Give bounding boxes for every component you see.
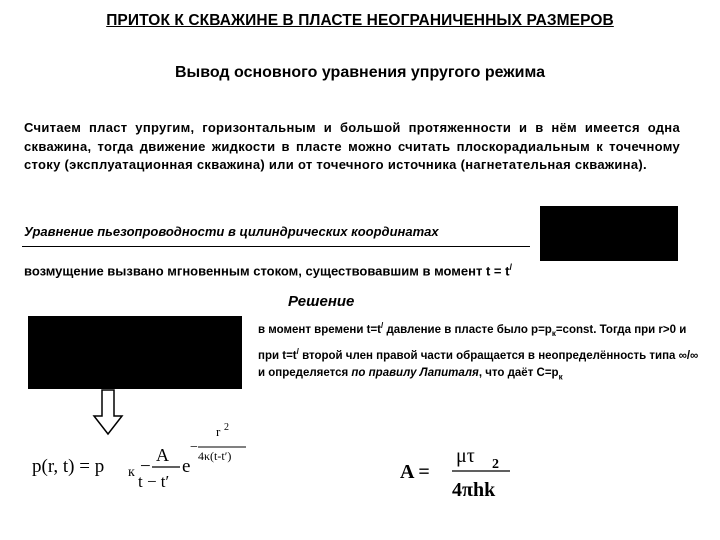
page-title: ПРИТОК К СКВАЖИНЕ В ПЛАСТЕ НЕОГРАНИЧЕННЫХ РАЗМЕРОВ: [106, 12, 614, 29]
solution-image-placeholder: [28, 316, 242, 389]
formula-lhs-sub: к: [128, 465, 135, 480]
intro-paragraph: Считаем пласт упругим, горизонтальным и большой протяженности и в нём имеется одна скважина, тогда движение жидкости в пласте можно считать плоскорадиальным к точечному стоку (эксплуатационная скважина) или от точечного источника (нагнетательная скважина).: [24, 120, 680, 172]
formula-exp-base: e: [182, 456, 191, 477]
pressure-formula: [30, 420, 270, 496]
formula-a-num-sub: 2: [492, 457, 499, 472]
formula-exp-minus: −: [190, 440, 198, 455]
solution-text: в момент времени t=t/ давление в пласте было $p=p_к=const$. Тогда при r>0 и при t=t/ второй член правой части обращается в неопределённость типа ∞/∞ и определяется по правилу Лапиталя, что даёт $C=p_к$: [258, 321, 699, 382]
perturbation-text: возмущение вызвано мгновенным стоком, существовавшим в момент t = t/: [24, 262, 512, 279]
formula-exp-den: 4κ(t-t′): [198, 449, 232, 463]
formula-a-lhs: A =: [400, 461, 430, 483]
formula-num-a: A: [156, 445, 169, 465]
formula-a-den: 4πhk: [452, 479, 496, 501]
formula-lhs: p(r, t) = p: [32, 456, 105, 477]
formula-minus: −: [140, 456, 151, 477]
equation-underline: [22, 246, 530, 247]
solution-heading: Решение: [288, 293, 355, 310]
page-subtitle: Вывод основного уравнения упругого режима: [175, 64, 545, 81]
formula-a-num: μτ: [456, 445, 475, 467]
equation-image-placeholder: [540, 206, 678, 261]
constant-a-formula: [398, 436, 518, 506]
formula-exp-num: r: [216, 424, 221, 439]
equation-heading: Уравнение пьезопроводности в цилиндрических координатах: [24, 224, 439, 239]
formula-exp-num-sup: 2: [224, 422, 229, 433]
formula-den: t − t′: [138, 472, 170, 491]
